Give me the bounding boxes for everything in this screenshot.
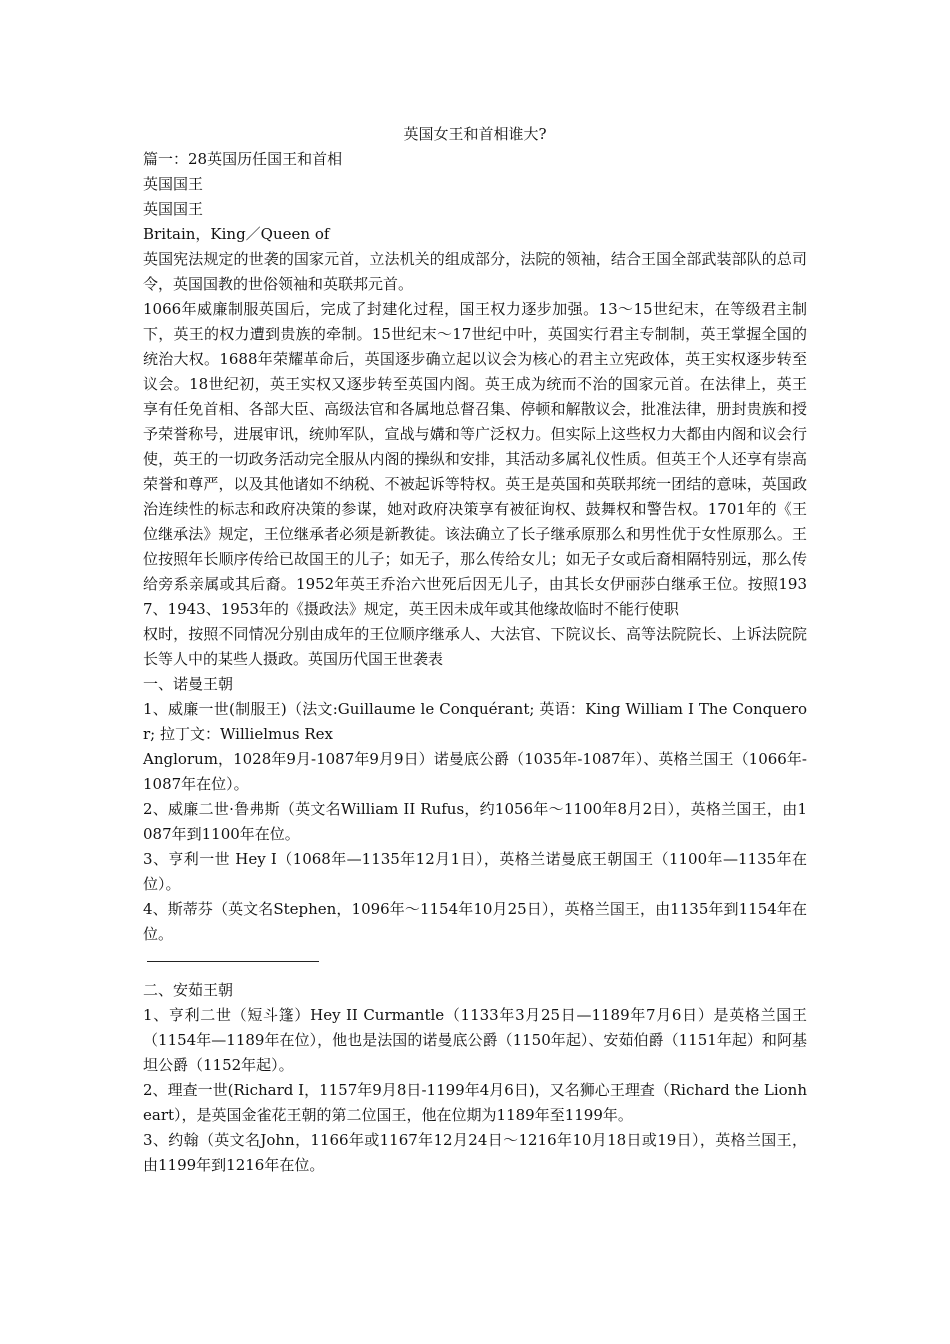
document-subtitle: 篇一：28英国历任国王和首相: [143, 150, 343, 168]
section-heading-norman: 一、诺曼王朝: [143, 675, 234, 693]
list-item-john: 3、约翰（英文名John，1166年或1167年12月24日～1216年10月18日或19日），英格兰国王，由1199年到1216年在位。: [143, 1131, 807, 1174]
list-item-henry-ii: 1、亨利二世（短斗篷）Hey II Curmantle（1133年3月25日—1189年7月6日）是英格兰国王（1154年—1189年在位），他也是法国的诺曼底公爵（1150年起）、安茹伯爵（1151年起）和阿基坦公爵（1152年起）。: [143, 1006, 807, 1074]
list-item-henry-i: 3、亨利一世 Hey I（1068年—1135年12月1日），英格兰诺曼底王朝国王（1100年—1135年在位）。: [143, 850, 807, 893]
list-item-richard-i: 2、理查一世(Richard I，1157年9月8日-1199年4月6日)，又名狮心王理查（Richard the Lionheart），是英国金雀花王朝的第二位国王，他在位期为1189年至1199年。: [143, 1081, 807, 1124]
list-item-william-i: 1、威廉一世(制服王)（法文:Guillaume le Conquérant; 英语：King William I The Conqueror; 拉丁文：Willielmus Rex: [143, 700, 807, 743]
section-divider: [147, 961, 319, 962]
heading-english-monarch: 英国国王: [143, 175, 204, 193]
document-page: [143, 122, 807, 1178]
paragraph-definition: 英国宪法规定的世袭的国家元首，立法机关的组成部分，法院的领袖，结合王国全部武装部队的总司令，英国国教的世俗领袖和英联邦元首。: [143, 250, 807, 293]
section-heading-angevin: 二、安茹王朝: [143, 981, 234, 999]
paragraph-regency: 权时，按照不同情况分别由成年的王位顺序继承人、大法官、下院议长、高等法院院长、上诉法院院长等人中的某些人摄政。英国历代国王世袭表: [143, 625, 807, 668]
document-title: 英国女王和首相谁大?: [403, 125, 547, 143]
list-item-william-i-cont: Anglorum，1028年9月-1087年9月9日）诺曼底公爵（1035年-1087年）、英格兰国王（1066年-1087年在位）。: [143, 750, 807, 793]
list-item-stephen: 4、斯蒂芬（英文名Stephen，1096年～1154年10月25日），英格兰国王，由1135年到1154年在位。: [143, 900, 807, 943]
heading-english-monarch-2: 英国国王: [143, 200, 204, 218]
heading-english-name: Britain，King／Queen of: [143, 225, 330, 243]
paragraph-history: 1066年威廉制服英国后，完成了封建化过程，国王权力逐步加强。13～15世纪末，在等级君主制下，英王的权力遭到贵族的牵制。15世纪末～17世纪中叶，英国实行君主专制制，英王掌握全国的统治大权。1688年荣耀革命后，英国逐步确立起以议会为核心的君主立宪政体，英王实权逐步转至议会。18世纪初，英王实权又逐步转至英国内阁。英王成为统而不治的国家元首。在法律上，英王享有任免首相、各部大臣、高级法官和各属地总督召集、停顿和解散议会，批准法律，册封贵族和授予荣誉称号，进展审讯，统帅军队，宣战与媾和等广泛权力。但实际上这些权力大都由内阁和议会行使，英王的一切政务活动完全服从内阁的操纵和安排，其活动多属礼仪性质。但英王个人还享有崇高荣誉和尊严，以及其他诸如不纳税、不被起诉等特权。英王是英国和英联邦统一团结的意味，英国政治连续性的标志和政府决策的参谋，她对政府决策享有被征询权、鼓舞权和警告权。1701年的《王位继承法》规定，王位继承者必须是新教徒。该法确立了长子继承原那么和男性优于女性原那么。王位按照年长顺序传给已故国王的儿子；如无子，那么传给女儿；如无子女或后裔相隔特别远，那么传给旁系亲属或其后裔。1952年英王乔治六世死后因无儿子，由其长女伊丽莎白继承王位。按照1937、1943、1953年的《摄政法》规定，英王因未成年或其他缘故临时不能行使职: [143, 300, 807, 618]
list-item-william-ii: 2、威廉二世·鲁弗斯（英文名William II Rufus，约1056年～1100年8月2日），英格兰国王，由1087年到1100年在位。: [143, 800, 807, 843]
